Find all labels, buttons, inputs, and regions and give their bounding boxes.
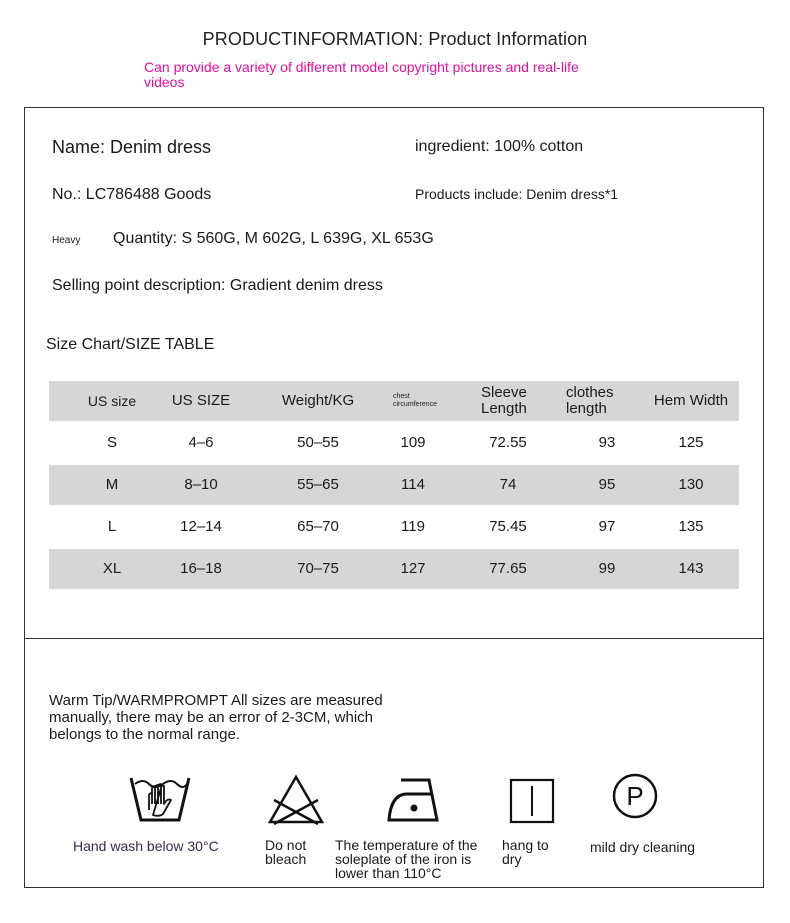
table-cell: 75.45 (489, 518, 527, 535)
table-cell: 12–14 (180, 518, 222, 535)
product-ingredient: ingredient: 100% cotton (415, 138, 584, 155)
header-cell: Weight/KG (281, 392, 355, 409)
table-cell: 130 (678, 476, 704, 493)
table-cell: 93 (598, 434, 616, 451)
no-bleach-icon (267, 774, 325, 826)
table-cell: 8–10 (184, 476, 218, 493)
selling-point: Selling point description: Gradient denim dress (52, 277, 383, 294)
care-instructions-box (24, 638, 764, 888)
table-cell: 77.65 (489, 560, 527, 577)
table-cell: 119 (401, 518, 425, 535)
table-cell: 114 (401, 476, 425, 493)
table-cell: 125 (678, 434, 704, 451)
size-table (49, 381, 739, 589)
hang-dry-icon (509, 778, 555, 824)
table-row (49, 549, 739, 589)
table-cell: 65–70 (297, 518, 339, 535)
care-label-dry-clean: mild dry cleaning (590, 839, 696, 855)
svg-text:P: P (626, 781, 644, 811)
table-cell: 109 (400, 434, 426, 451)
header-cell: US SIZE (171, 392, 231, 409)
table-cell: 127 (400, 560, 426, 577)
table-cell: 135 (678, 518, 704, 535)
table-cell: 99 (598, 560, 616, 577)
product-info-box (24, 107, 764, 639)
page-title: PRODUCTINFORMATION: Product Information (202, 29, 588, 49)
table-cell: M (105, 476, 119, 493)
table-cell: 4–6 (188, 434, 214, 451)
products-include: Products include: Denim dress*1 (415, 186, 619, 202)
header-cell: Sleeve Length (481, 384, 527, 417)
warm-tip: Warm Tip/WARMPROMPT All sizes are measured manually, there may be an error of 2-3CM, which belongs to the normal range. (49, 692, 383, 743)
care-label-no-bleach: Do not bleach (265, 837, 307, 867)
table-cell: 95 (598, 476, 616, 493)
table-cell: S (106, 434, 117, 451)
care-label-iron: The temperature of the soleplate of the iron is lower than 110°C (335, 837, 478, 881)
header-cell: clothes length (566, 384, 614, 417)
table-cell: L (107, 518, 117, 535)
hand-wash-icon (129, 774, 191, 826)
header-cell: chest circumference (393, 393, 437, 408)
heavy-label: Heavy (52, 235, 81, 246)
care-label-hand-wash: Hand wash below 30°C (73, 838, 219, 854)
table-header-row (49, 381, 739, 421)
size-chart-title: Size Chart/SIZE TABLE (46, 336, 215, 353)
table-cell: 97 (598, 518, 616, 535)
product-name: Name: Denim dress (52, 137, 212, 157)
table-row (49, 421, 739, 465)
header-cell: US size (87, 393, 137, 409)
header-cell: Hem Width (653, 392, 729, 409)
product-number: No.: LC786488 Goods (52, 186, 212, 203)
table-cell: 143 (678, 560, 704, 577)
table-cell: XL (102, 560, 122, 577)
table-cell: 70–75 (297, 560, 339, 577)
table-cell: 50–55 (297, 434, 339, 451)
table-cell: 16–18 (180, 560, 222, 577)
dry-clean-icon (611, 772, 659, 820)
table-cell: 72.55 (489, 434, 527, 451)
iron-low-icon (387, 774, 443, 824)
table-cell: 74 (499, 476, 517, 493)
care-label-hang-dry: hang to dry (502, 837, 549, 867)
product-quantity: Quantity: S 560G, M 602G, L 639G, XL 653G (113, 230, 434, 247)
table-cell: 55–65 (297, 476, 339, 493)
copyright-note: Can provide a variety of different model copyright pictures and real-life videos (144, 59, 579, 90)
table-row (49, 505, 739, 549)
table-row (49, 465, 739, 505)
